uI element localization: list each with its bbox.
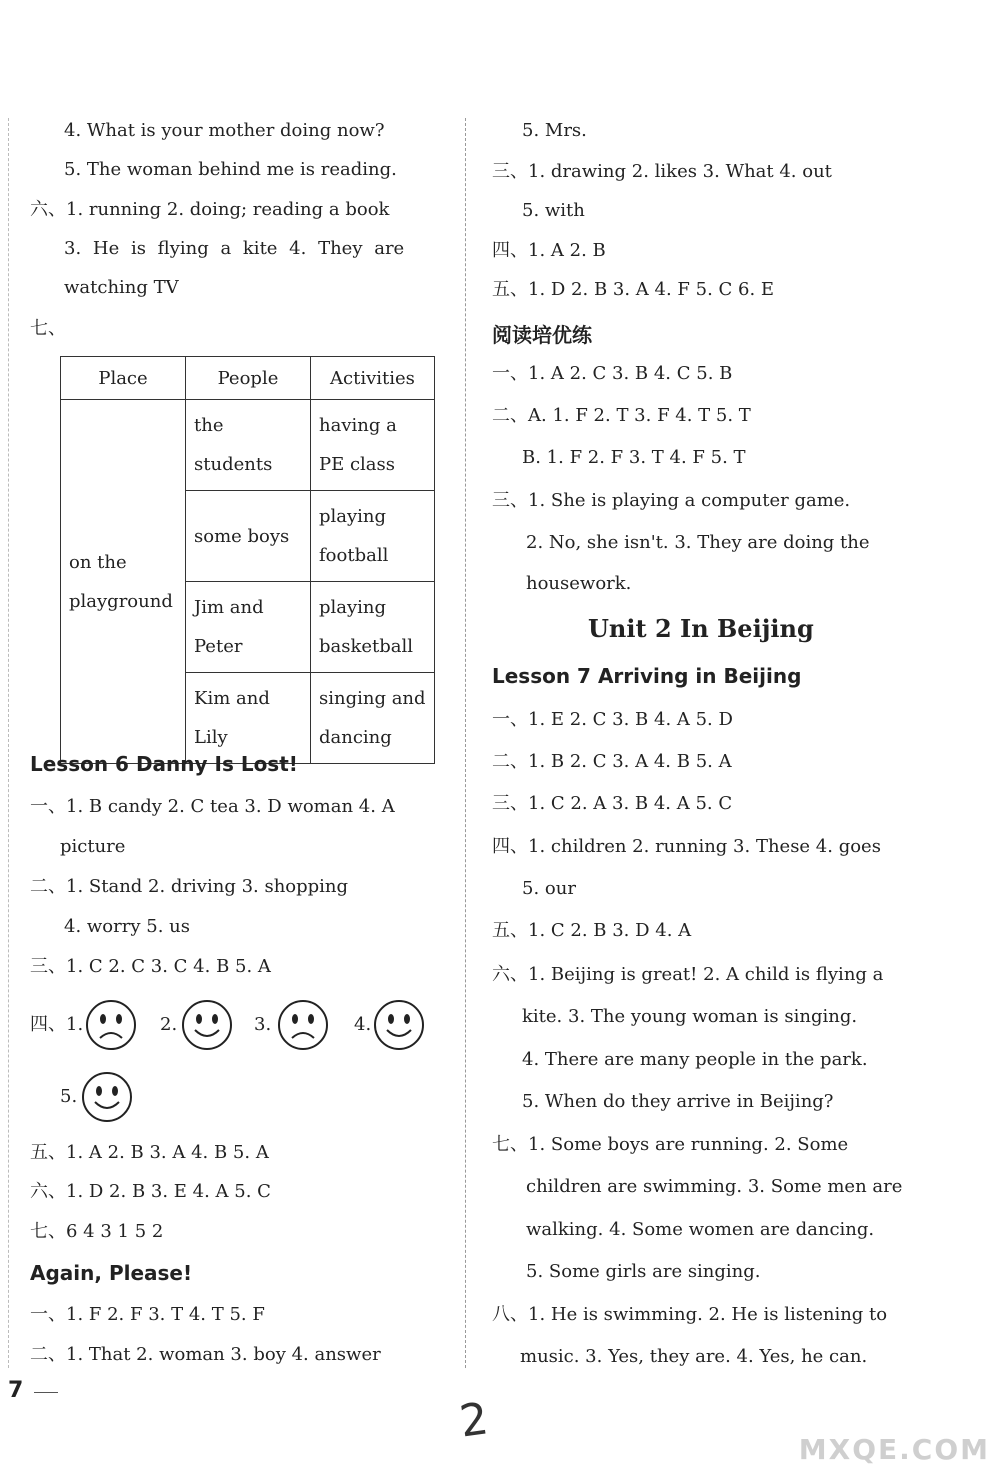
answer-line: 五、1. D 2. B 3. A 4. F 5. C 6. E	[492, 279, 775, 300]
answer-line: 四、1. children 2. running 3. These 4. goes	[492, 836, 881, 857]
answer-line: children are swimming. 3. Some men are	[526, 1176, 903, 1197]
table-cell-place: on the playground	[61, 400, 186, 764]
answer-line: 3. He is flying a kite 4. They are	[64, 238, 405, 259]
answer-line: 二、1. Stand 2. driving 3. shopping	[30, 876, 349, 897]
answer-line: 5. Mrs.	[522, 120, 587, 141]
answer-line: 六、1. running 2. doing; reading a book	[30, 199, 390, 220]
answer-line: walking. 4. Some women are dancing.	[526, 1219, 875, 1240]
watermark: MXQE.COM	[798, 1433, 990, 1466]
footer-rule	[34, 1392, 58, 1393]
sad-face-icon	[276, 998, 330, 1052]
answer-line: 5. When do they arrive in Beijing?	[522, 1091, 834, 1112]
happy-face-icon	[180, 998, 234, 1052]
answer-line: 5. Some girls are singing.	[526, 1261, 761, 1282]
page-number: 7	[8, 1378, 24, 1403]
answer-line: 八、1. He is swimming. 2. He is listening to	[492, 1304, 888, 1325]
sad-face-icon	[84, 998, 138, 1052]
answer-line: 4. What is your mother doing now?	[64, 120, 385, 141]
answer-line: 三、1. C 2. A 3. B 4. A 5. C	[492, 793, 733, 814]
table-cell-activity: singing and dancing	[311, 673, 435, 764]
answer-line: 三、1. She is playing a computer game.	[492, 490, 851, 511]
face-label: 2.	[160, 1014, 178, 1035]
table-header-people: People	[186, 357, 311, 400]
handwritten-mark: 2	[456, 1393, 492, 1448]
answer-line: 六、1. D 2. B 3. E 4. A 5. C	[30, 1181, 271, 1202]
answer-line: 三、1. C 2. C 3. C 4. B 5. A	[30, 956, 271, 977]
lesson7-title: Lesson 7 Arriving in Beijing	[492, 664, 802, 688]
table-header-activities: Activities	[311, 357, 435, 400]
answer-line: 2. No, she isn't. 3. They are doing the	[526, 532, 870, 553]
answer-line: 二、1. B 2. C 3. A 4. B 5. A	[492, 751, 732, 772]
answer-line: 七、1. Some boys are running. 2. Some	[492, 1134, 849, 1155]
happy-face-icon	[80, 1070, 134, 1124]
answer-line: 4. worry 5. us	[64, 916, 190, 937]
answer-line: 一、1. F 2. F 3. T 4. T 5. F	[30, 1304, 265, 1325]
answer-line: B. 1. F 2. F 3. T 4. F 5. T	[522, 447, 746, 468]
face-label: 3.	[254, 1014, 272, 1035]
left-margin-line	[8, 118, 9, 1368]
answer-line: watching TV	[64, 277, 179, 298]
answer-line: 七、6 4 3 1 5 2	[30, 1221, 164, 1242]
table-cell-people: the students	[186, 400, 311, 491]
answer-line: 一、1. B candy 2. C tea 3. D woman 4. A	[30, 796, 395, 817]
again-please-title: Again, Please!	[30, 1261, 193, 1285]
answer-line: 5. our	[522, 878, 576, 899]
answer-line: 五、1. C 2. B 3. D 4. A	[492, 920, 692, 941]
answer-line: 三、1. drawing 2. likes 3. What 4. out	[492, 161, 832, 182]
face-label: 5.	[60, 1086, 78, 1107]
table-header-place: Place	[61, 357, 186, 400]
answer-line: 六、1. Beijing is great! 2. A child is flying a	[492, 964, 884, 985]
answer-line: picture	[60, 836, 126, 857]
table-cell-people: Kim and Lily	[186, 673, 311, 764]
answer-line: 4. There are many people in the park.	[522, 1049, 868, 1070]
table-cell-people: some boys	[186, 491, 311, 582]
answer-line: music. 3. Yes, they are. 4. Yes, he can.	[520, 1346, 868, 1367]
answer-line: 四、1. A 2. B	[492, 240, 606, 261]
column-divider	[465, 118, 466, 1368]
faces-label: 四、1.	[30, 1014, 84, 1035]
lesson6-title: Lesson 6 Danny Is Lost!	[30, 752, 298, 776]
answer-line: 五、1. A 2. B 3. A 4. B 5. A	[30, 1142, 269, 1163]
happy-face-icon	[372, 998, 426, 1052]
answer-line: 5. The woman behind me is reading.	[64, 159, 397, 180]
answer-line: 5. with	[522, 200, 585, 221]
answer-line: 一、1. E 2. C 3. B 4. A 5. D	[492, 709, 733, 730]
answer-line: housework.	[526, 573, 632, 594]
answer-line: 二、A. 1. F 2. T 3. F 4. T 5. T	[492, 405, 751, 426]
section-label: 七、	[30, 318, 66, 339]
answer-line: 二、1. That 2. woman 3. boy 4. answer	[30, 1344, 381, 1365]
table-cell-people: Jim and Peter	[186, 582, 311, 673]
unit-title: Unit 2 In Beijing	[588, 614, 814, 643]
face-label: 4.	[354, 1014, 372, 1035]
table-cell-activity: playing basketball	[311, 582, 435, 673]
answer-line: 一、1. A 2. C 3. B 4. C 5. B	[492, 363, 733, 384]
answer-line: kite. 3. The young woman is singing.	[522, 1006, 858, 1027]
reading-section-title: 阅读培优练	[492, 323, 592, 347]
activity-table	[60, 356, 435, 764]
table-cell-activity: having a PE class	[311, 400, 435, 491]
table-cell-activity: playing football	[311, 491, 435, 582]
